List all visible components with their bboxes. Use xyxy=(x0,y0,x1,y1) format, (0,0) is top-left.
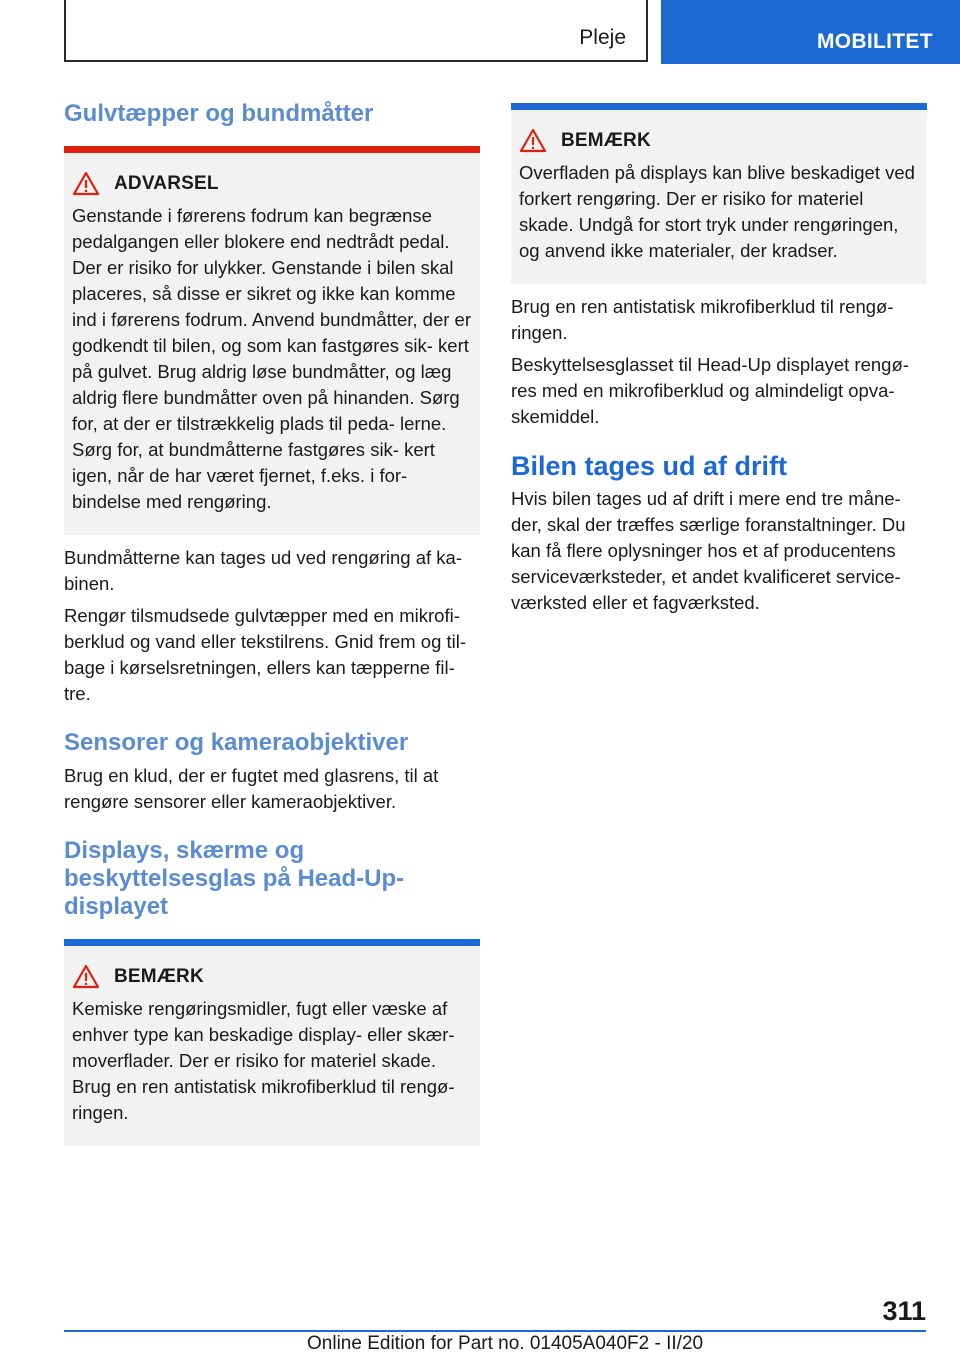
note-box-left xyxy=(64,939,480,1146)
note-text-right: Overfladen på displays kan blive beskadiget ved forkert rengøring. Der er risiko for materiel skade. Undgå for stort tryk under rengøringen, og anvend ikke materialer, der kradser. xyxy=(519,162,915,261)
note-label-right: BEMÆRK xyxy=(561,130,651,151)
footer-edition: Online Edition for Part no. 01405A040F2 - II/20 xyxy=(307,1333,704,1354)
header-section-box xyxy=(64,0,648,62)
note-header-left xyxy=(72,964,472,990)
header-section-title: Pleje xyxy=(579,26,626,49)
paragraph-microfiber: Brug en ren antistatisk mikrofiberklud til rengø- ringen. xyxy=(511,296,894,343)
warning-triangle-icon xyxy=(72,171,100,197)
right-column xyxy=(511,103,927,616)
heading-decommission: Bilen tages ud af drift xyxy=(511,451,788,481)
warning-triangle-icon xyxy=(519,128,547,154)
heading-displays: Displays, skærme og beskyttelsesglas på Head-Up- displayet xyxy=(64,837,405,920)
heading-floor-mats: Gulvtæpper og bundmåtter xyxy=(64,100,374,127)
note-header-right xyxy=(519,128,919,154)
header-chapter-title: MOBILITET xyxy=(817,30,933,53)
note-label-left: BEMÆRK xyxy=(114,966,204,987)
warning-triangle-icon xyxy=(72,964,100,990)
paragraph-mats-removal: Bundmåtterne kan tages ud ved rengøring af ka- binen. xyxy=(64,547,462,594)
warning-header xyxy=(72,171,472,197)
heading-sensors: Sensorer og kameraobjektiver xyxy=(64,729,409,756)
warning-box xyxy=(64,146,480,535)
left-column xyxy=(64,100,480,1146)
paragraph-headup-glass: Beskyttelsesglasset til Head-Up displayet rengø- res med en mikrofiberklud og almindeligt opva- skemiddel. xyxy=(511,354,909,427)
paragraph-sensors: Brug en klud, der er fugtet med glasrens, til at rengøre sensorer eller kameraobjektiver. xyxy=(64,765,439,812)
warning-label: ADVARSEL xyxy=(114,173,219,194)
warning-text: Genstande i førerens fodrum kan begrænse pedalgangen eller blokere end nedtrådt pedal. Der er risiko for ulykker. Genstande i bilen skal placeres, så disse er sikret og ikke kan komme ind i førerens fodrum. Anvend bundmåtter, der er godkendt til bilen, og som kan fastgøres sik- kert på gulvet. Brug aldrig løse bundmåtter, og læg aldrig flere bundmåtter oven på hinanden. Sørg for, at der er tilstrækkelig plads til peda- lerne. Sørg for, at bundmåtterne fastgøres sik- kert igen, når de har været fjernet, f.eks. i for- bindelse med rengøring. xyxy=(72,205,471,512)
paragraph-carpet-cleaning: Rengør tilsmudsede gulvtæpper med en mikrofi- berklud og vand eller tekstilrens. Gnid frem og til- bage i kørselsretningen, ellers kan tæpperne fil- tre. xyxy=(64,605,467,704)
footer-divider xyxy=(64,1330,926,1332)
note-box-right xyxy=(511,103,927,284)
page-number: 311 xyxy=(882,1296,926,1326)
note-text-left: Kemiske rengøringsmidler, fugt eller væske af enhver type kan beskadige display- eller skær- moverflader. Der er risiko for materiel skade. Brug en ren antistatisk mikrofiberklud til rengø- ringen. xyxy=(72,998,455,1123)
paragraph-decommission: Hvis bilen tages ud af drift i mere end tre måne- der, skal der træffes særlige foranstaltninger. Du kan få flere oplysninger hos et af producentens serviceværksteder, et andet kvalificeret service- værksted eller et fagværksted. xyxy=(511,488,906,613)
header-chapter-box xyxy=(661,0,960,64)
